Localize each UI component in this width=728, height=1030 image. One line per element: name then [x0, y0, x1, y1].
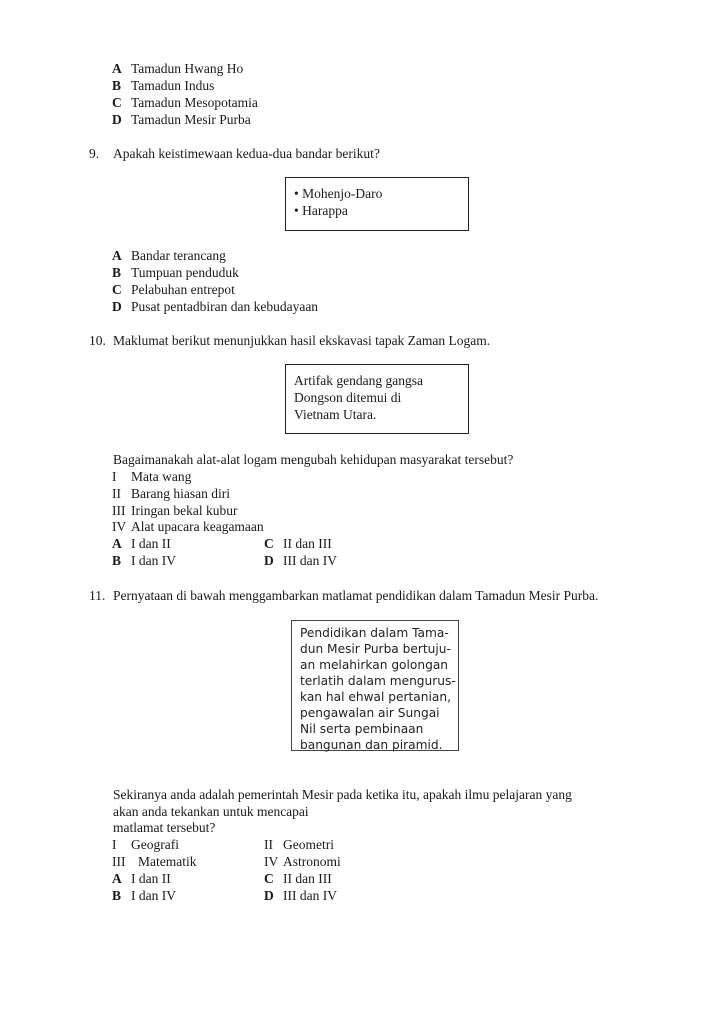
option-text: I dan IV: [131, 553, 176, 568]
statement-text: Geometri: [283, 837, 334, 852]
q9-option-b[interactable]: [112, 265, 239, 281]
q9-option-a[interactable]: [112, 248, 226, 264]
q9-question: Apakah keistimewaan kedua-dua bandar berikut?: [113, 146, 380, 161]
option-text: Bandar terancang: [131, 248, 226, 263]
q11-box-line: pengawalan air Sungai: [300, 706, 440, 720]
q11-number: 11.: [89, 588, 106, 603]
q11-box-line: an melahirkan golongan: [300, 658, 449, 672]
q10-box-line: Artifak gendang gangsa: [294, 373, 423, 388]
option-key: C: [264, 871, 274, 886]
q8-option-a[interactable]: [112, 61, 243, 77]
option-text: Tamadun Mesopotamia: [131, 95, 258, 110]
q10-option-a[interactable]: [112, 536, 171, 552]
q11-option-d[interactable]: [264, 888, 337, 904]
option-key: D: [112, 112, 122, 127]
option-key: C: [112, 282, 122, 297]
option-key: B: [112, 265, 122, 280]
q11-option-b[interactable]: [112, 888, 176, 904]
q10-option-d[interactable]: [264, 553, 337, 569]
q10-statement-1: [112, 469, 191, 485]
q11-option-c[interactable]: [264, 871, 332, 887]
q10-option-c[interactable]: [264, 536, 332, 552]
option-key: D: [264, 888, 274, 903]
statement-text: Geografi: [131, 837, 179, 852]
q9-info-box: [285, 177, 469, 231]
statement-text: Matematik: [138, 854, 197, 869]
option-key: C: [264, 536, 274, 551]
q10-option-b[interactable]: [112, 553, 176, 569]
option-text: Tumpuan penduduk: [131, 265, 239, 280]
option-key: A: [112, 61, 122, 76]
q11-prompt-line-2: akan anda tekankan untuk mencapai: [113, 804, 309, 819]
statement-text: Barang hiasan diri: [131, 486, 230, 501]
q11-statement-1: [112, 837, 179, 853]
q8-option-b[interactable]: [112, 78, 214, 94]
q11-prompt-line-3: matlamat tersebut?: [113, 820, 216, 835]
statement-roman: III: [112, 854, 126, 869]
statement-text: Alat upacara keagamaan: [131, 519, 264, 534]
option-text: Tamadun Indus: [131, 78, 215, 93]
option-key: B: [112, 78, 122, 93]
q11-box-line: Nil serta pembinaan: [300, 722, 424, 736]
q10-box-line: Dongson ditemui di: [294, 390, 402, 405]
option-key: A: [112, 871, 122, 886]
statement-roman: III: [112, 503, 126, 518]
option-text: Pusat pentadbiran dan kebudayaan: [131, 299, 319, 314]
q10-question: Maklumat berikut menunjukkan hasil ekskavasi tapak Zaman Logam.: [113, 333, 491, 348]
statement-roman: I: [112, 469, 117, 484]
q11-info-box: [291, 620, 459, 751]
statement-roman: II: [264, 837, 273, 852]
q11-box-line: bangunan dan piramid.: [300, 738, 443, 752]
option-text: Tamadun Hwang Ho: [131, 61, 244, 76]
option-key: D: [112, 299, 122, 314]
q10-number: 10.: [89, 333, 106, 348]
q11-box-line: dun Mesir Purba bertuju-: [300, 642, 451, 656]
statement-roman: IV: [112, 519, 127, 534]
option-key: A: [112, 248, 122, 263]
q8-option-d[interactable]: [112, 112, 251, 128]
option-key: B: [112, 553, 122, 568]
option-text: I dan II: [131, 536, 171, 551]
option-text: III dan IV: [283, 888, 337, 903]
q10-statement-4: [112, 519, 264, 535]
q11-option-a[interactable]: [112, 871, 171, 887]
q10-box-line: Vietnam Utara.: [294, 407, 377, 422]
option-text: Tamadun Mesir Purba: [131, 112, 251, 127]
q11-statement-3: [112, 854, 196, 870]
q10-statement-2: [112, 486, 230, 502]
option-text: Pelabuhan entrepot: [131, 282, 235, 297]
statement-text: Iringan bekal kubur: [131, 503, 238, 518]
q9-option-c[interactable]: [112, 282, 235, 298]
q11-box-line: Pendidikan dalam Tama-: [300, 626, 449, 640]
q10-info-box: [285, 364, 469, 434]
q11-prompt-line-1: Sekiranya anda adalah pemerintah Mesir pada ketika itu, apakah ilmu pelajaran yang: [113, 787, 572, 802]
option-text: II dan III: [283, 871, 332, 886]
q9-number: 9.: [89, 146, 100, 161]
q8-option-c[interactable]: [112, 95, 258, 111]
q9-box-line: • Harappa: [294, 203, 348, 218]
q10-prompt: Bagaimanakah alat-alat logam mengubah kehidupan masyarakat tersebut?: [113, 452, 514, 467]
q11-box-line: terlatih dalam mengurus-: [300, 674, 456, 688]
statement-text: Astronomi: [283, 854, 341, 869]
q11-question: Pernyataan di bawah menggambarkan matlamat pendidikan dalam Tamadun Mesir Purba.: [113, 588, 599, 603]
statement-roman: I: [112, 837, 117, 852]
q9-option-d[interactable]: [112, 299, 318, 315]
statement-roman: IV: [264, 854, 279, 869]
q9-box-line: • Mohenjo-Daro: [294, 186, 383, 201]
option-key: B: [112, 888, 122, 903]
statement-text: Mata wang: [131, 469, 192, 484]
q10-statement-3: [112, 503, 237, 519]
option-text: III dan IV: [283, 553, 337, 568]
option-key: A: [112, 536, 122, 551]
option-key: D: [264, 553, 274, 568]
option-text: I dan IV: [131, 888, 176, 903]
option-key: C: [112, 95, 122, 110]
option-text: II dan III: [283, 536, 332, 551]
q11-statement-2: [264, 837, 334, 853]
q11-statement-4: [264, 854, 341, 870]
option-text: I dan II: [131, 871, 171, 886]
statement-roman: II: [112, 486, 121, 501]
q11-box-line: kan hal ehwal pertanian,: [300, 690, 451, 704]
